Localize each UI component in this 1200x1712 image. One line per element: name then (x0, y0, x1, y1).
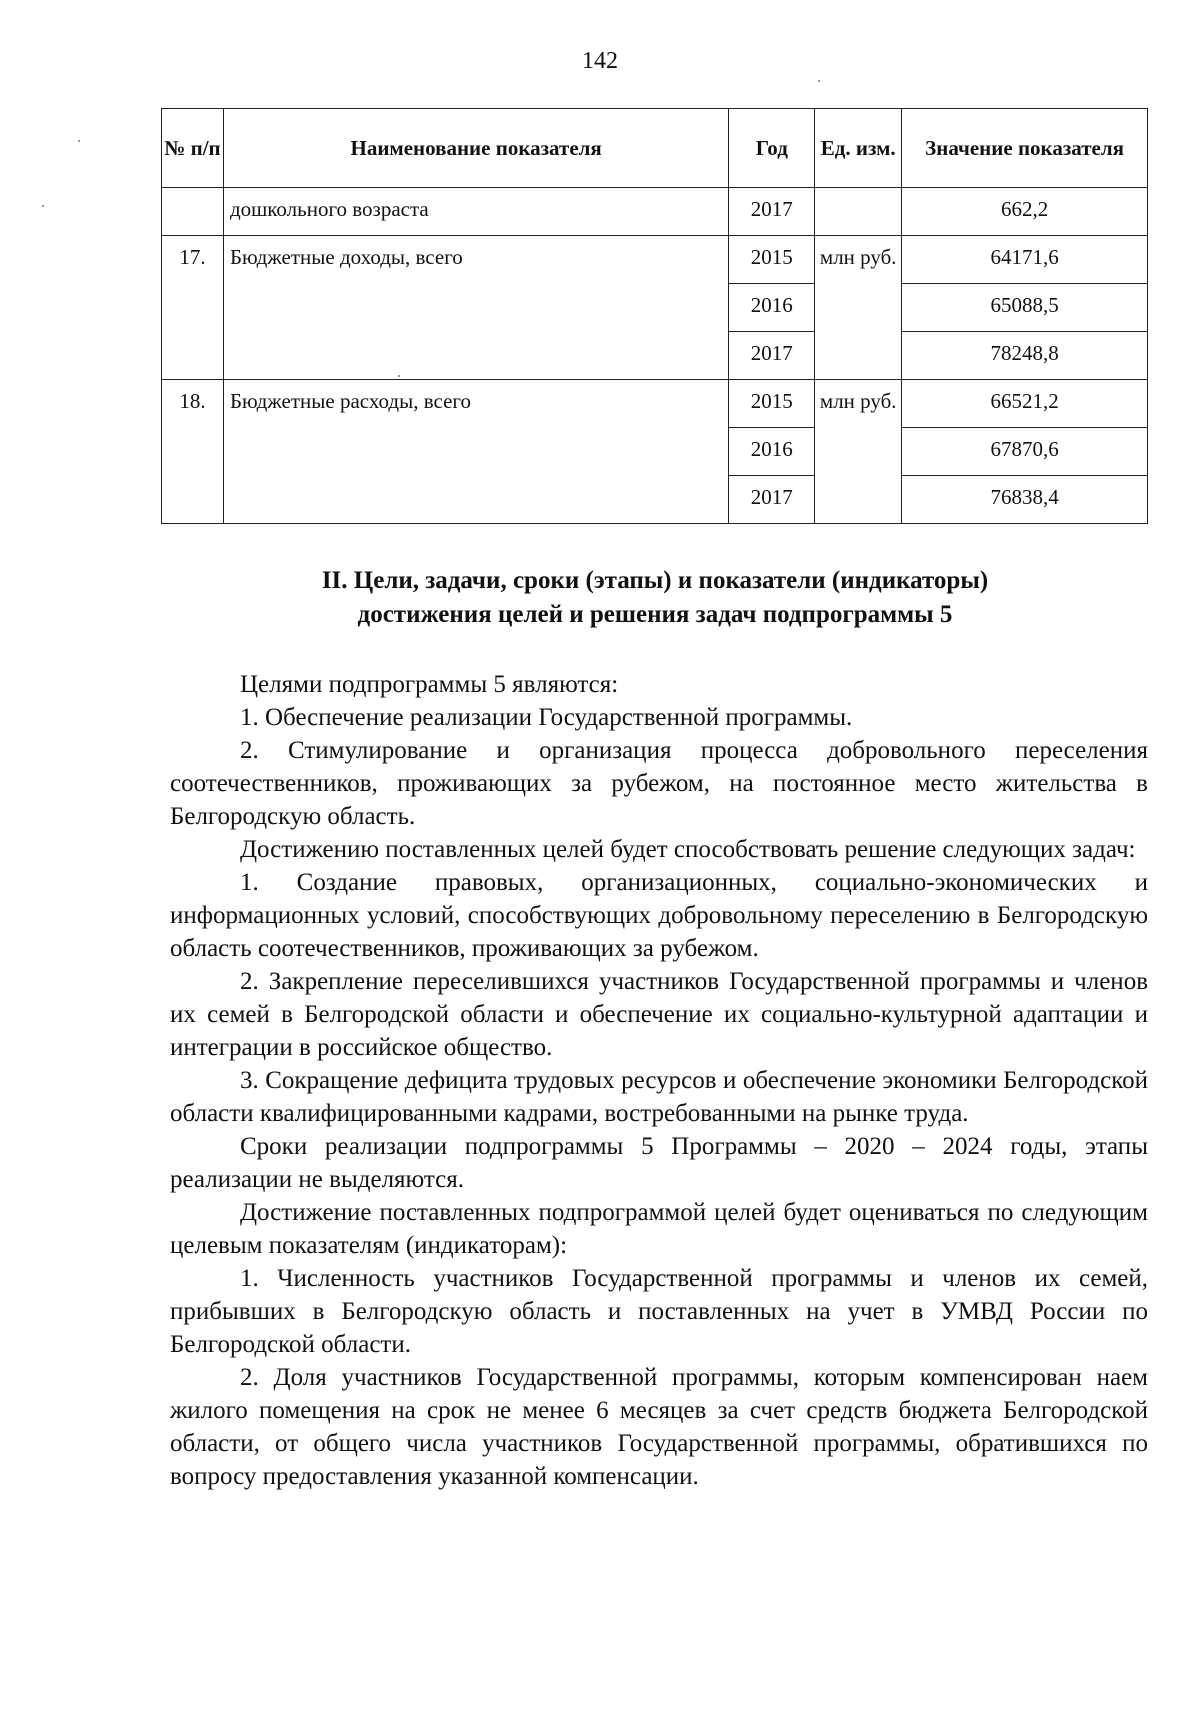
paragraph: 1. Численность участников Государственной программы и членов их семей, прибывших в Белгородскую область и поставленных на учет в УМВД России по Белгородской области. (170, 1265, 1148, 1358)
cell-year: 2016 (729, 428, 815, 476)
paragraph: Сроки реализации подпрограммы 5 Программы – 2020 – 2024 годы, этапы реализации не выделяются. (170, 1133, 1148, 1193)
cell-value: 78248,8 (902, 332, 1148, 380)
cell-year: 2017 (729, 476, 815, 524)
paragraph: Достижение поставленных подпрограммой целей будет оцениваться по следующим целевым показателям (индикаторам): (170, 1199, 1148, 1259)
scan-speck (398, 375, 400, 377)
table-header-row (162, 109, 1148, 188)
section-body (170, 668, 1148, 1493)
paragraph: 1. Создание правовых, организационных, социально-экономических и информационных условий, способствующих добровольному переселению в Белгородскую область соотечественников, проживающих за рубежом. (170, 869, 1148, 962)
cell-unit (815, 188, 902, 236)
indicators-table (161, 108, 1148, 524)
cell-value: 65088,5 (902, 284, 1148, 332)
cell-value: 64171,6 (902, 236, 1148, 284)
cell-value: 662,2 (902, 188, 1148, 236)
cell-year: 2016 (729, 284, 815, 332)
header-unit: Ед. изм. (815, 109, 902, 188)
cell-num: 17. (162, 236, 224, 380)
paragraph: 2. Закрепление переселившихся участников Государственной программы и членов их семей в Белгородской области и обеспечение их социально-культурной адаптации и интеграции в российское общество. (170, 968, 1148, 1061)
page-number: 142 (582, 48, 618, 74)
cell-year: 2017 (729, 332, 815, 380)
section-heading-line: II. Цели, задачи, сроки (этапы) и показатели (индикаторы) (321, 567, 989, 594)
cell-unit: млн руб. (815, 380, 902, 524)
scan-speck (818, 80, 820, 82)
cell-name: Бюджетные доходы, всего (223, 236, 728, 380)
header-name: Наименование показателя (223, 109, 728, 188)
cell-value: 66521,2 (902, 380, 1148, 428)
table-row (162, 236, 1148, 284)
scan-speck (78, 140, 80, 142)
cell-num: 18. (162, 380, 224, 524)
cell-value: 67870,6 (902, 428, 1148, 476)
cell-num (162, 188, 224, 236)
paragraph: 2. Доля участников Государственной программы, которым компенсирован наем жилого помещения на срок не менее 6 месяцев за счет средств бюджета Белгородской области, от общего числа участников Государственной программы, обратившихся по вопросу предоставления указанной компенсации. (170, 1364, 1148, 1490)
paragraph: 3. Сокращение дефицита трудовых ресурсов и обеспечение экономики Белгородской области квалифицированными кадрами, востребованными на рынке труда. (170, 1067, 1148, 1127)
cell-name: Бюджетные расходы, всего (223, 380, 728, 524)
paragraph: 1. Обеспечение реализации Государственной программы. (240, 704, 853, 731)
table-row (162, 380, 1148, 428)
paragraph: Целями подпрограммы 5 являются: (240, 671, 619, 698)
scan-speck (42, 205, 44, 207)
paragraph: 2. Стимулирование и организация процесса добровольного переселения соотечественников, проживающих за рубежом, на постоянное место жительства в Белгородскую область. (170, 737, 1148, 830)
cell-unit: млн руб. (815, 236, 902, 380)
header-value: Значение показателя (902, 109, 1148, 188)
cell-year: 2015 (729, 380, 815, 428)
header-num: № п/п (162, 109, 224, 188)
header-year: Год (729, 109, 815, 188)
cell-name: дошкольного возраста (223, 188, 728, 236)
cell-value: 76838,4 (902, 476, 1148, 524)
section-heading-line: достижения целей и решения задач подпрограммы 5 (357, 601, 953, 628)
section-heading (160, 564, 1150, 632)
table-row (162, 188, 1148, 236)
cell-year: 2015 (729, 236, 815, 284)
cell-year: 2017 (729, 188, 815, 236)
paragraph: Достижению поставленных целей будет способствовать решение следующих задач: (240, 836, 1136, 863)
